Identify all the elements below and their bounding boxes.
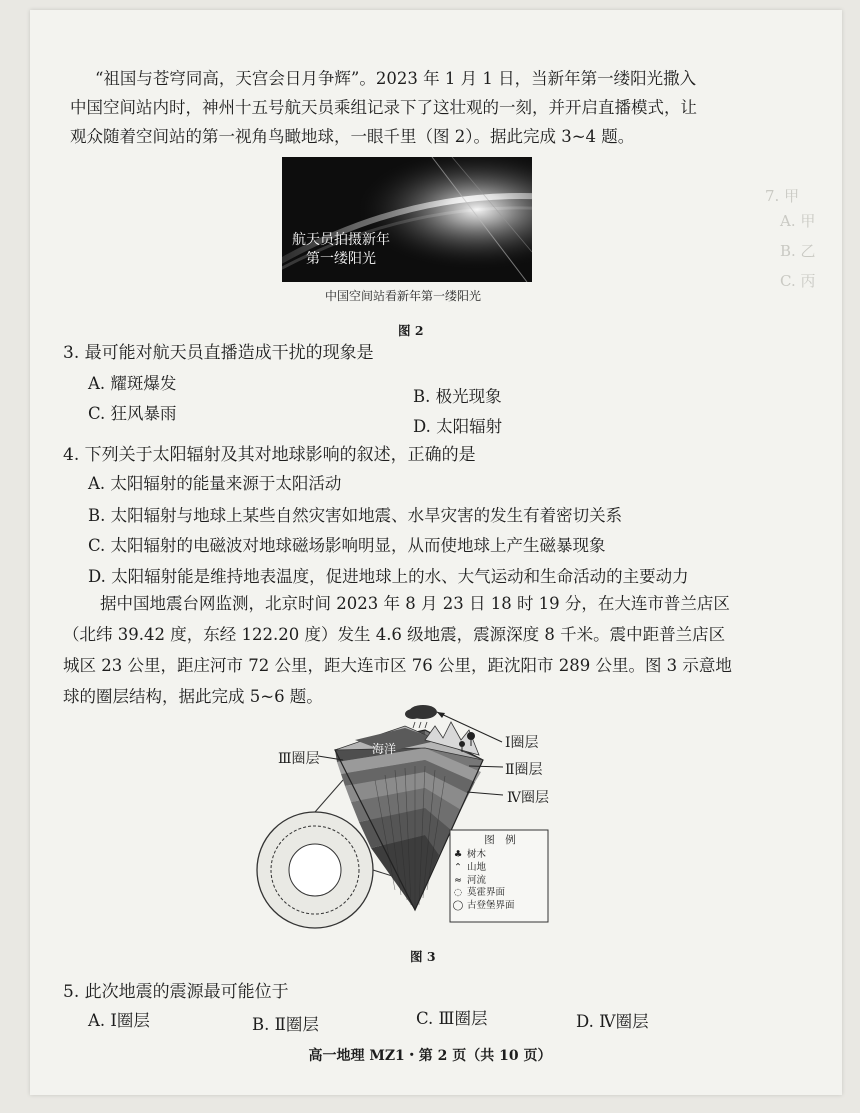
bleed-through-text: 7. 甲 — [765, 187, 800, 205]
tree-icon: ♣ — [453, 849, 463, 860]
legend-item-river — [452, 875, 548, 888]
q5-option-a: A. Ⅰ圈层 — [88, 1011, 150, 1030]
q5-stem: 5. 此次地震的震源最可能位于 — [63, 982, 289, 1002]
photo-overlay-text — [292, 231, 390, 269]
intro2-line3: 城区 23 公里，距庄河市 72 公里，距大连市区 76 公里，距沈阳市 289 公里。图 3 示意地 — [63, 656, 732, 675]
legend-mountain-label: 山地 — [467, 861, 487, 873]
q4-option-b: B. 太阳辐射与地球上某些自然灾害如地震、水旱灾害的发生有着密切关系 — [88, 506, 623, 525]
q5-option-d: D. Ⅳ圈层 — [576, 1012, 649, 1031]
q4-stem: 4. 下列关于太阳辐射及其对地球影响的叙述，正确的是 — [63, 445, 476, 465]
bleed-through-text: A. 甲 — [780, 212, 816, 230]
legend-item-mountain — [452, 862, 548, 875]
q3-option-a: A. 耀斑爆发 — [88, 374, 177, 393]
q3-option-b: B. 极光现象 — [413, 387, 502, 406]
moho-boundary-icon: ◌ — [453, 887, 463, 899]
intro2-line2: （北纬 39.42 度，东经 122.20 度）发生 4.6 级地震，震源深度 8 千米。震中距普兰店区 — [63, 625, 726, 644]
q5-option-b: B. Ⅱ圈层 — [252, 1015, 319, 1034]
legend-river-label: 河流 — [467, 874, 487, 886]
q3-option-d: D. 太阳辐射 — [413, 417, 503, 436]
space-station-photo — [282, 157, 532, 282]
figure2-label: 图 2 — [398, 323, 424, 338]
intro2-line1: 据中国地震台网监测，北京时间 2023 年 8 月 23 日 18 时 19 分，在大连市普兰店区 — [100, 594, 730, 613]
river-icon: ≈ — [454, 874, 462, 886]
gutenberg-boundary-icon: ◯ — [452, 900, 464, 912]
page-footer: 高一地理 MZ1・第 2 页（共 10 页） — [308, 1048, 552, 1064]
q4-option-d: D. 太阳辐射能是维持地表温度，促进地球上的水、大气运动和生命活动的主要动力 — [88, 567, 689, 586]
label-sphere-iv: Ⅳ圈层 — [507, 790, 549, 806]
intro2-line4: 球的圈层结构，据此完成 5~6 题。 — [63, 687, 323, 706]
bleed-through-text: B. 乙 — [780, 242, 816, 260]
legend-moho-label: 莫霍界面 — [467, 887, 506, 899]
intro1-line3: 观众随着空间站的第一视角鸟瞰地球，一眼千里（图 2）。据此完成 3~4 题。 — [70, 127, 635, 146]
legend-gutenberg-label: 古登堡界面 — [467, 900, 515, 912]
legend — [452, 832, 548, 913]
q3-option-c: C. 狂风暴雨 — [88, 404, 177, 423]
photo-overlay-line1: 航天员拍摄新年 — [292, 232, 390, 248]
label-sphere-iii: Ⅲ圈层 — [278, 751, 320, 767]
q4-option-a: A. 太阳辐射的能量来源于太阳活动 — [88, 474, 342, 493]
legend-title: 图 例 — [484, 834, 516, 846]
legend-tree-label: 树木 — [467, 849, 487, 860]
earth-globe-icon — [257, 812, 373, 928]
figure2-caption: 中国空间站看新年第一缕阳光 — [325, 289, 482, 303]
cloud-icon — [405, 705, 437, 728]
q5-option-c: C. Ⅲ圈层 — [416, 1009, 488, 1028]
figure3-label: 图 3 — [410, 949, 436, 964]
label-sphere-i: Ⅰ圈层 — [505, 735, 539, 751]
bleed-through-text: C. 丙 — [780, 272, 816, 290]
q4-option-c: C. 太阳辐射的电磁波对地球磁场影响明显，从而使地球上产生磁暴现象 — [88, 536, 606, 555]
intro1-line2: 中国空间站内时，神州十五号航天员乘组记录下了这壮观的一刻，并开启直播模式，让 — [70, 98, 697, 117]
photo-overlay-line2: 第一缕阳光 — [306, 250, 376, 267]
q3-stem: 3. 最可能对航天员直播造成干扰的现象是 — [63, 343, 374, 363]
intro1-line1: “祖国与苍穹同高，天宫会日月争辉”。2023 年 1 月 1 日，当新年第一缕阳光撒入 — [95, 69, 697, 88]
label-sphere-ii: Ⅱ圈层 — [505, 762, 543, 778]
label-ocean: 海洋 — [372, 742, 397, 756]
legend-item-gutenberg — [452, 900, 548, 913]
legend-item-tree — [452, 849, 548, 862]
mountain-icon: ⌃ — [454, 861, 462, 873]
legend-item-moho — [452, 887, 548, 900]
